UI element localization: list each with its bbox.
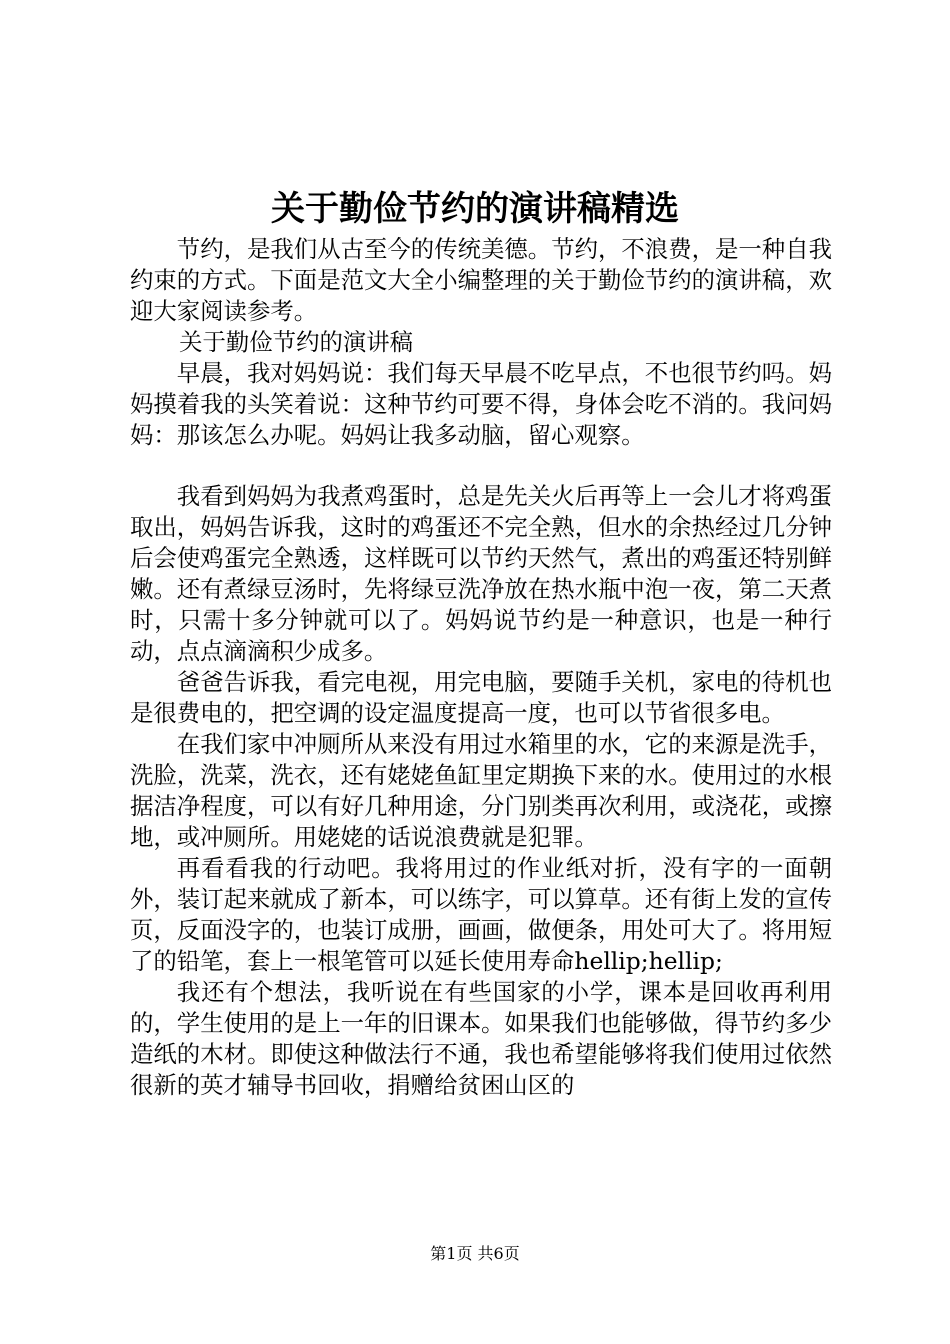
intro-paragraph: 节约，是我们从古至今的传统美德。节约，不浪费，是一种自我约束的方式。下面是范文大全小编整理的关于勤俭节约的演讲稿，欢迎大家阅读参考。 bbox=[130, 235, 832, 325]
body-paragraph: 我还有个想法，我听说在有些国家的小学，课本是回收再利用的，学生使用的是上一年的旧课本。如果我们也能够做，得节约多少造纸的木材。即使这种做法行不通，我也希望能够将我们使用过依然很新的英才辅导书回收，捐赠给贫困山区的 bbox=[130, 978, 832, 1099]
document-title: 关于勤俭节约的演讲稿精选 bbox=[271, 189, 679, 229]
section-subtitle: 关于勤俭节约的演讲稿 bbox=[179, 328, 414, 356]
body-paragraph: 早晨，我对妈妈说：我们每天早晨不吃早点，不也很节约吗。妈妈摸着我的头笑着说：这种节约可要不得，身体会吃不消的。我问妈妈：那该怎么办呢。妈妈让我多动脑，留心观察。 bbox=[130, 359, 832, 449]
page-footer: 第1页 共6页 bbox=[430, 1244, 520, 1263]
body-paragraph: 在我们家中冲厕所从来没有用过水箱里的水，它的来源是洗手，洗脸，洗菜，洗衣，还有姥姥鱼缸里定期换下来的水。使用过的水根据洁净程度，可以有好几种用途，分门别类再次利用，或浇花，或擦地，或冲厕所。用姥姥的话说浪费就是犯罪。 bbox=[130, 730, 832, 851]
body-paragraph: 爸爸告诉我，看完电视，用完电脑，要随手关机，家电的待机也是很费电的，把空调的设定温度提高一度，也可以节省很多电。 bbox=[130, 668, 832, 727]
body-paragraph: 我看到妈妈为我煮鸡蛋时，总是先关火后再等上一会儿才将鸡蛋取出，妈妈告诉我，这时的鸡蛋还不完全熟，但水的余热经过几分钟后会使鸡蛋完全熟透，这样既可以节约天然气，煮出的鸡蛋还特别鲜嫩。还有煮绿豆汤时，先将绿豆洗净放在热水瓶中泡一夜，第二天煮时，只需十多分钟就可以了。妈妈说节约是一种意识，也是一种行动，点点滴滴积少成多。 bbox=[130, 482, 832, 665]
body-paragraph: 再看看我的行动吧。我将用过的作业纸对折，没有字的一面朝外，装订起来就成了新本，可以练字，可以算草。还有街上发的宣传页，反面没字的，也装订成册，画画，做便条，用处可大了。将用短了的铅笔，套上一根笔管可以延长使用寿命hellip;hellip; bbox=[130, 854, 832, 975]
document-body bbox=[130, 234, 832, 1101]
